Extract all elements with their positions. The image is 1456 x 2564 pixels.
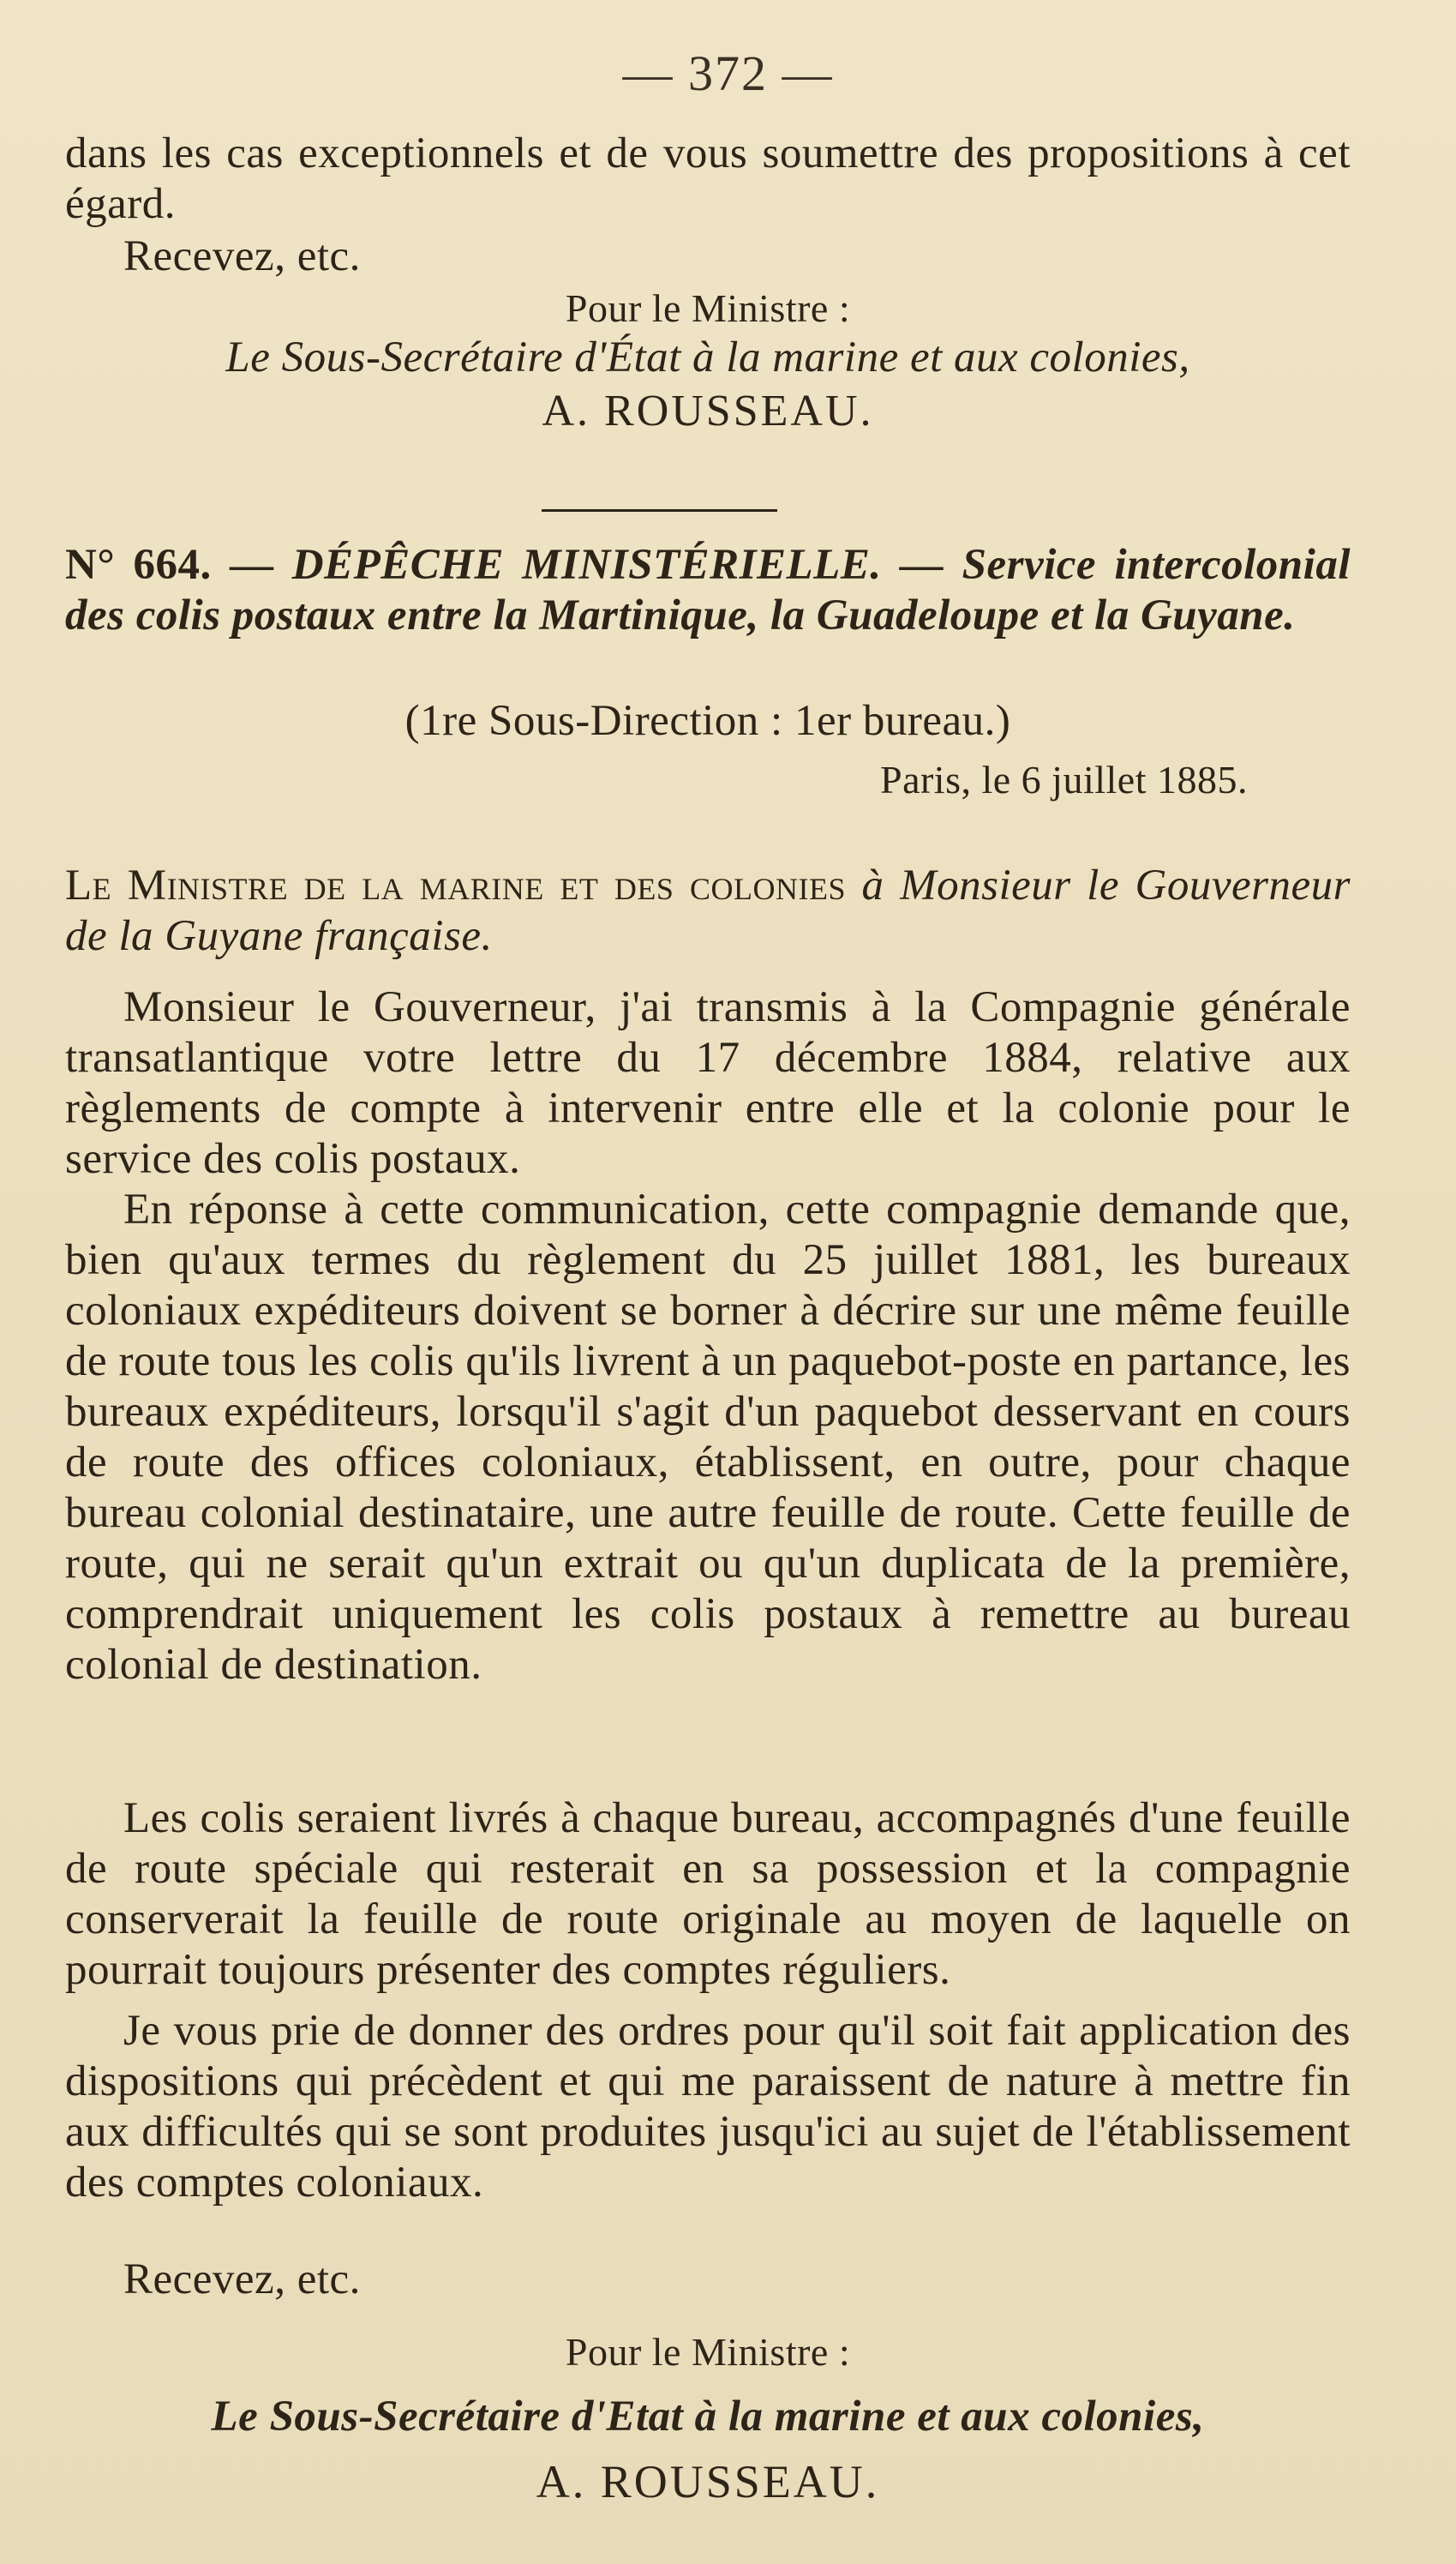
address-recipient: à Monsieur le Gouverneur de la Guyane française. — [65, 862, 1351, 960]
address-sender: Le Ministre de la marine et des colonies — [65, 862, 846, 910]
prev-letter-signature-name: A. ROUSSEAU. — [542, 387, 874, 435]
dispatch-heading — [65, 540, 1351, 641]
dispatch-paragraph: Les colis seraient livrés à chaque bureau, accompagnés d'une feuille de route spéciale qui resterait en sa possession et la compagnie conserverait la feuille de route originale au moyen de laquelle on pourrait toujours présenter des comptes réguliers. — [65, 1794, 1351, 1994]
prev-letter-closing: Recevez, etc. — [123, 232, 361, 280]
dispatch-number: N° 664. — — [65, 541, 274, 589]
dispatch-paragraph: Je vous prie de donner des ordres pour qu'il soit fait application des dispositions qui précèdent et qui me paraissent de nature à mettre fin aux difficultés qui se sont produites jusqu'ici au sujet de l'établissement des comptes coloniaux. — [65, 2007, 1351, 2207]
dispatch-paragraph: En réponse à cette communication, cette compagnie demande que, bien qu'aux termes du règlement du 25 juillet 1881, les bureaux coloniaux expéditeurs doivent se borner à décrire sur une même feuille de route tous les colis qu'ils livrent à un paquebot-poste en partance, les bureaux expéditeurs, lorsqu'il s'agit d'un paquebot desservant en cours de route des offices coloniaux, établissent, en outre, pour chaque bureau colonial destinataire, une autre feuille de route. Cette feuille de route, qui ne serait qu'un extrait ou qu'un duplicata de la première, comprendrait uniquement les colis postaux à remettre au bureau colonial de destination. — [65, 1186, 1351, 1689]
dispatch-place-date: Paris, le 6 juillet 1885. — [879, 758, 1248, 802]
dispatch-signature-title: Le Sous-Secrétaire d'Etat à la marine et aux colonies, — [211, 2393, 1205, 2441]
dispatch-address — [65, 861, 1351, 962]
dispatch-subject: — Service intercolonial des colis postaux entre la Martinique, la Guadeloupe et la Guyane. — [65, 541, 1351, 639]
prev-letter-continuation: dans les cas exceptionnels et de vous soumettre des propositions à cet égard. — [65, 129, 1351, 228]
dispatch-signature-for: Pour le Ministre : — [565, 2330, 851, 2374]
page-number: — 372 — — [622, 45, 834, 101]
dispatch-paragraph: Monsieur le Gouverneur, j'ai transmis à la Compagnie générale transatlantique votre lettre du 17 décembre 1884, relative aux règlements de compte à intervenir entre elle et la colonie pour le service des colis postaux. — [65, 983, 1351, 1183]
prev-letter-signature-title: Le Sous-Secrétaire d'État à la marine et aux colonies, — [225, 333, 1190, 381]
prev-letter-signature-for: Pour le Ministre : — [565, 286, 851, 330]
section-divider — [542, 509, 777, 512]
dispatch-direction: (1re Sous-Direction : 1er bureau.) — [404, 697, 1011, 745]
dispatch-type: DÉPÊCHE MINISTÉRIELLE. — [291, 541, 882, 589]
dispatch-signature-name: A. ROUSSEAU. — [536, 2456, 880, 2507]
dispatch-closing: Recevez, etc. — [123, 2255, 361, 2303]
